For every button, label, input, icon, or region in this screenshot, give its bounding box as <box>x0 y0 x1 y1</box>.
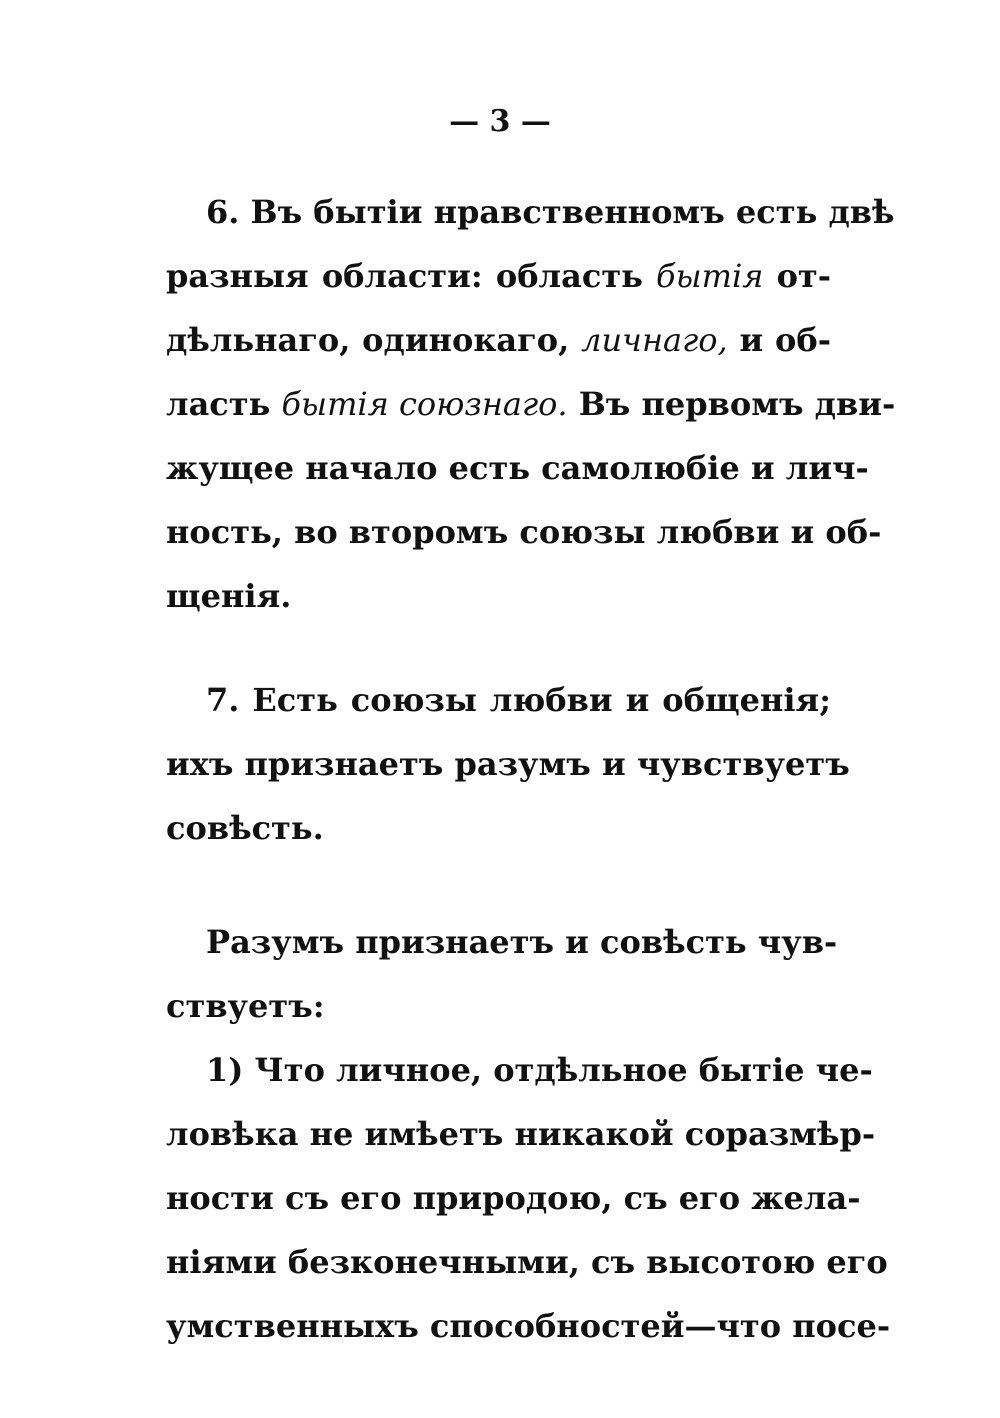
text-line <box>166 180 895 244</box>
line-text: Есть союзы любви и общенія; <box>252 681 832 719</box>
text-line: ловѣка не имѣетъ никакой соразмѣр- <box>166 1115 876 1153</box>
paragraph-number: 7. <box>206 681 240 719</box>
text-line: ности съ его природою, съ его жела- <box>166 1179 861 1217</box>
italic-text: бытія союзнаго. <box>281 385 568 423</box>
paragraph-6 <box>166 180 896 628</box>
text-line: ствуетъ: <box>166 987 325 1025</box>
line-text: разныя области: область <box>166 257 643 295</box>
text-line: ихъ признаетъ разумъ и чувствуетъ <box>166 745 850 783</box>
text-line: щенія. <box>166 577 292 615</box>
italic-text: бытія <box>656 257 764 295</box>
text-line <box>166 244 831 308</box>
italic-text: личнаго, <box>581 321 728 359</box>
line-text: и об- <box>739 321 832 359</box>
paragraph-8 <box>166 910 838 1038</box>
page-number: — 3 — <box>449 104 551 139</box>
line-text: Въ бытіи нравственномъ есть двѣ <box>250 193 895 231</box>
line-text: ласть <box>166 385 271 423</box>
line-text: дѣльнаго, одинокаго, <box>166 321 570 359</box>
text-line: совѣсть. <box>166 809 324 847</box>
paragraph-gap <box>166 860 831 910</box>
text-line <box>166 668 831 732</box>
text-line: ніями безконечными, съ высотою его <box>166 1243 888 1281</box>
text-line: 1) Что личное, отдѣльное бытіе че- <box>206 1051 873 1089</box>
text-line: умственныхъ способностей—что посе- <box>166 1307 891 1345</box>
text-line <box>166 308 831 372</box>
line-text: от- <box>776 257 832 295</box>
paragraph-number: 6. <box>206 193 240 231</box>
text-line: жущее начало есть самолюбіе и лич- <box>166 449 869 487</box>
paragraph-9 <box>166 1038 891 1358</box>
line-text: Въ первомъ дви- <box>578 385 896 423</box>
text-line: Разумъ признаетъ и совѣсть чув- <box>206 923 838 961</box>
text-line <box>166 372 896 436</box>
paragraph-gap <box>166 628 831 668</box>
text-line: ность, во второмъ союзы любви и об- <box>166 513 882 551</box>
body-text <box>166 180 896 1358</box>
paragraph-7 <box>166 668 850 860</box>
